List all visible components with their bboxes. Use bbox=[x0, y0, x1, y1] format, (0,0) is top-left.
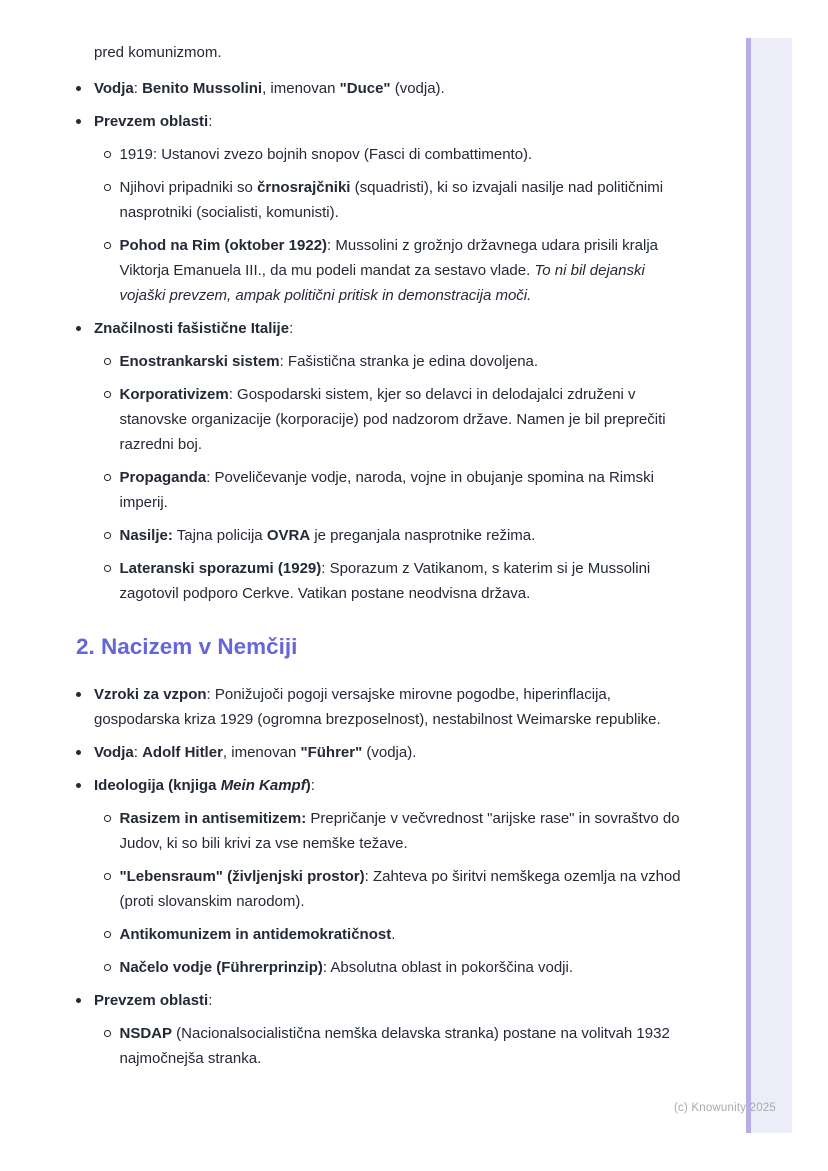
bullet-circle-icon bbox=[104, 931, 111, 938]
list-item bbox=[104, 955, 684, 980]
list-item bbox=[104, 864, 684, 914]
bullet-dot-icon bbox=[76, 783, 81, 788]
list-item bbox=[104, 142, 684, 167]
list-item bbox=[104, 233, 684, 308]
list-item-text: Nasilje: Tajna policija OVRA je preganjala nasprotnike režima. bbox=[119, 527, 536, 544]
list-item bbox=[76, 316, 684, 341]
list-item-text: Korporativizem: Gospodarski sistem, kjer so delavci in delodajalci združeni v stanovske organizacije (korporacije) pod nadzorom države. Namen je bil preprečiti razredni boj. bbox=[119, 386, 666, 453]
bullet-circle-icon bbox=[104, 151, 111, 158]
list-item bbox=[104, 175, 684, 225]
bullet-circle-icon bbox=[104, 358, 111, 365]
bullet-dot-icon bbox=[76, 750, 81, 755]
list-item-text: pred komunizmom. bbox=[94, 44, 222, 61]
list-item-text: Značilnosti fašistične Italije: bbox=[94, 320, 294, 337]
list-item-text: "Lebensraum" (življenjski prostor): Zahteva po širitvi nemškega ozemlja na vzhod (proti slovanskim narodom). bbox=[119, 868, 681, 910]
list-item-text: Vodja: Adolf Hitler, imenovan "Führer" (vodja). bbox=[94, 744, 417, 761]
list-item-text: Njihovi pripadniki so črnosrajčniki (squadristi), ki so izvajali nasilje nad političnimi nasprotniki (socialisti, komunisti). bbox=[119, 179, 664, 221]
list-item-text: Rasizem in antisemitizem: Prepričanje v večvrednost "arijske rase" in sovraštvo do Judov, ki so bili krivi za vse nemške težave. bbox=[119, 810, 680, 852]
bullet-circle-icon bbox=[104, 474, 111, 481]
list-item bbox=[104, 556, 684, 606]
list-item-text: Prevzem oblasti: bbox=[94, 113, 213, 130]
copyright-watermark: (c) Knowunity 2025 bbox=[673, 1102, 776, 1114]
list-item-text: Prevzem oblasti: bbox=[94, 992, 213, 1009]
bullet-dot-icon bbox=[76, 119, 81, 124]
list-item bbox=[104, 806, 684, 856]
list-item bbox=[104, 382, 684, 457]
page-edge-accent-bar bbox=[746, 38, 792, 1133]
list-item bbox=[76, 988, 684, 1013]
list-item-text: Lateranski sporazumi (1929): Sporazum z Vatikanom, s katerim si je Mussolini zagotovil podporo Cerkve. Vatikan postane neodvisna država. bbox=[119, 560, 651, 602]
list-item-text: Ideologija (knjiga Mein Kampf): bbox=[94, 777, 315, 794]
list-item bbox=[104, 465, 684, 515]
list-item-text: Antikomunizem in antidemokratičnost. bbox=[119, 926, 396, 943]
list-item bbox=[104, 523, 684, 548]
bullet-circle-icon bbox=[104, 565, 111, 572]
list-item bbox=[76, 773, 684, 798]
paragraph-continuation bbox=[94, 40, 684, 65]
list-item bbox=[104, 922, 684, 947]
list-item-text: Pohod na Rim (oktober 1922): Mussolini z grožnjo državnega udara prisili kralja Viktorja Emanuela III., da mu podeli mandat za sestavo vlade. To ni bil dejanski vojaški prevzem, ampak politični pritisk in demonstracija moči. bbox=[119, 237, 659, 304]
bullet-circle-icon bbox=[104, 815, 111, 822]
list-item bbox=[76, 740, 684, 765]
bullet-circle-icon bbox=[104, 391, 111, 398]
list-item-text: Vzroki za vzpon: Ponižujoči pogoji versajske mirovne pogodbe, hiperinflacija, gospodarska kriza 1929 (ogromna brezposelnost), nestabilnost Weimarske republike. bbox=[94, 686, 661, 728]
bullet-dot-icon bbox=[76, 998, 81, 1003]
bullet-dot-icon bbox=[76, 692, 81, 697]
list-item-text: Enostrankarski sistem: Fašistična stranka je edina dovoljena. bbox=[119, 353, 539, 370]
bullet-circle-icon bbox=[104, 532, 111, 539]
list-item-text: NSDAP (Nacionalsocialistična nemška delavska stranka) postane na volitvah 1932 najmočnejša stranka. bbox=[119, 1025, 670, 1067]
list-item-text: Vodja: Benito Mussolini, imenovan "Duce" (vodja). bbox=[94, 80, 445, 97]
list-item bbox=[104, 1021, 684, 1071]
list-item bbox=[104, 349, 684, 374]
list-item-text: 1919: Ustanovi zvezo bojnih snopov (Fasci di combattimento). bbox=[119, 146, 533, 163]
list-item bbox=[76, 109, 684, 134]
notes-content bbox=[76, 40, 684, 1079]
list-item-text: Načelo vodje (Führerprinzip): Absolutna oblast in pokorščina vodji. bbox=[119, 959, 574, 976]
list-item-text: Propaganda: Poveličevanje vodje, naroda, vojne in obujanje spomina na Rimski imperij. bbox=[119, 469, 654, 511]
bullet-circle-icon bbox=[104, 964, 111, 971]
list-item bbox=[76, 682, 684, 732]
section-heading: 2. Nacizem v Nemčiji bbox=[76, 634, 298, 659]
bullet-circle-icon bbox=[104, 242, 111, 249]
bullet-circle-icon bbox=[104, 1030, 111, 1037]
list-item bbox=[76, 76, 684, 101]
bullet-dot-icon bbox=[76, 326, 81, 331]
bullet-circle-icon bbox=[104, 184, 111, 191]
bullet-dot-icon bbox=[76, 86, 81, 91]
bullet-circle-icon bbox=[104, 873, 111, 880]
